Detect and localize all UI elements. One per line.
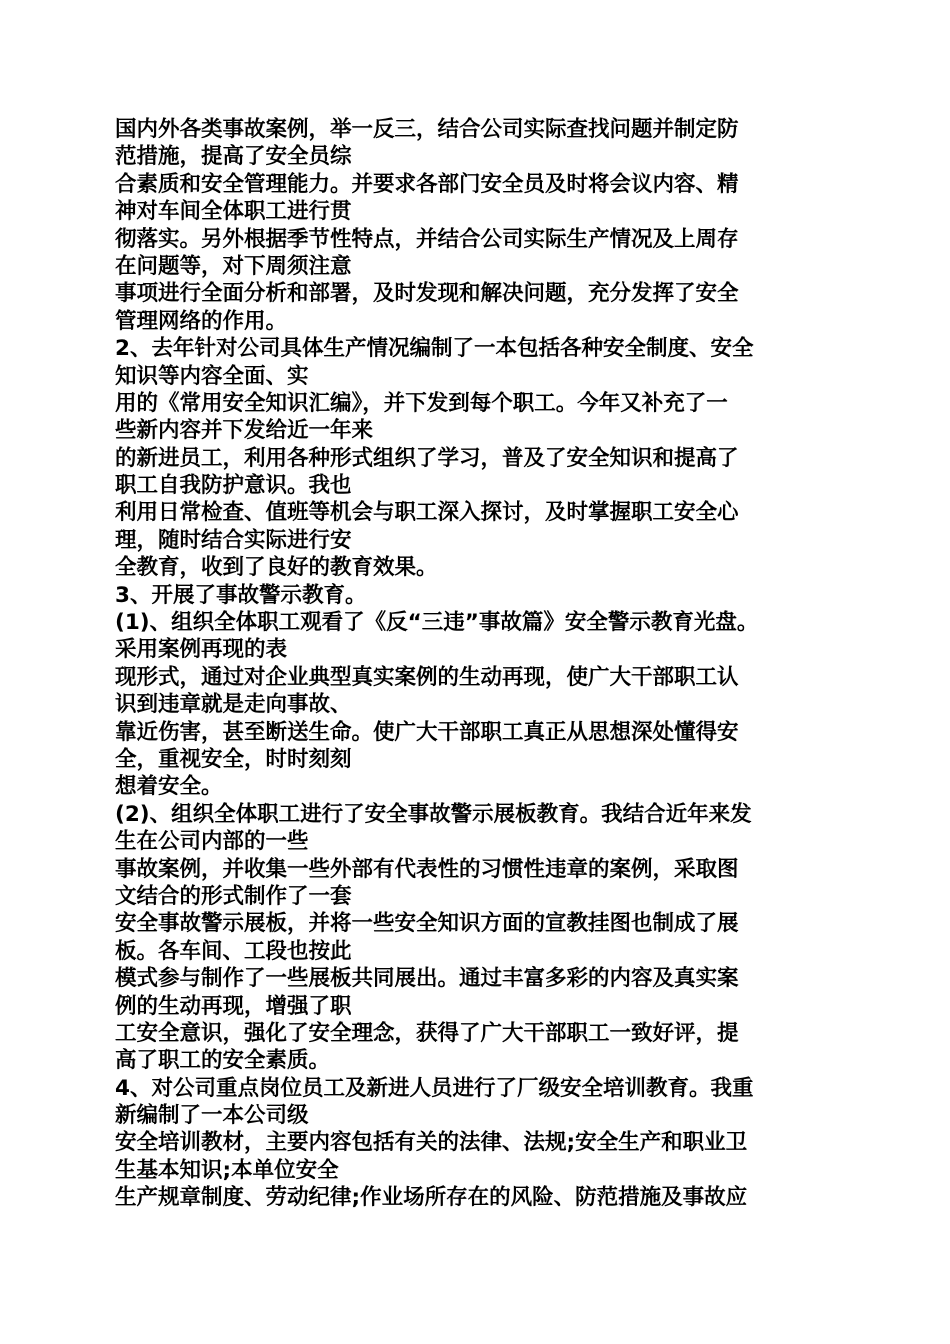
document-body [115,116,835,1212]
text-line: 用的《常用安全知识汇编》，并下发到每个职工。今年又补充了一 [115,390,728,416]
text-line: 3、开展了事故警示教育。 [115,582,367,608]
text-line: 神对车间全体职工进行贯 [115,199,352,225]
text-line: 模式参与制作了一些展板共同展出。通过丰富多彩的内容及真实案 [115,966,739,992]
text-line: 安全培训教材，主要内容包括有关的法律、法规;安全生产和职业卫 [115,1130,748,1156]
text-line: 职工自我防护意识。我也 [115,473,352,499]
text-line: 全，重视安全，时时刻刻 [115,746,352,772]
text-line: 国内外各类事故案例，举一反三，结合公司实际查找问题并制定防 [115,117,739,142]
text-line: 识到违章就是走向事故、 [115,692,352,718]
text-line: 现形式，通过对企业典型真实案例的生动再现，使广大干部职工认 [115,664,739,690]
text-line: 生在公司内部的一些 [115,829,309,855]
text-line: (2)、组织全体职工进行了安全事故警示展板教育。我结合近年来发 [115,801,752,827]
text-line: 事项进行全面分析和部署，及时发现和解决问题，充分发挥了安全 [115,281,739,307]
text-line: 安全事故警示展板，并将一些安全知识方面的宣教挂图也制成了展 [115,911,739,937]
text-line: 2、去年针对公司具体生产情况编制了一本包括各种安全制度、安全 [115,336,754,362]
text-line: 工安全意识，强化了安全理念，获得了广大干部职工一致好评，提 [115,1020,739,1046]
text-line: (1)、组织全体职工观看了《反“三违”事故篇》安全警示教育光盘。 [115,610,759,636]
text-line: 合素质和安全管理能力。并要求各部门安全员及时将会议内容、精 [115,171,739,197]
text-line: 生基本知识;本单位安全 [115,1157,339,1183]
text-line: 全教育，收到了良好的教育效果。 [115,555,438,581]
text-line: 靠近伤害，甚至断送生命。使广大干部职工真正从思想深处懂得安 [115,719,739,745]
text-line: 些新内容并下发给近一年来 [115,418,374,444]
text-line: 生产规章制度、劳动纪律;作业场所存在的风险、防范措施及事故应 [115,1185,748,1211]
text-line: 的新进员工，利用各种形式组织了学习，普及了安全知识和提高了 [115,445,739,471]
text-line: 利用日常检查、值班等机会与职工深入探讨，及时掌握职工安全心 [115,500,739,526]
text-line: 板。各车间、工段也按此 [115,938,352,964]
text-line: 在问题等，对下周须注意 [115,253,352,279]
text-line: 4、对公司重点岗位员工及新进人员进行了厂级安全培训教育。我重 [115,1075,754,1101]
text-line: 彻落实。另外根据季节性特点，并结合公司实际生产情况及上周存 [115,226,739,252]
text-line: 例的生动再现，增强了职 [115,993,352,1019]
text-line: 事故案例，并收集一些外部有代表性的习惯性违章的案例，采取图 [115,856,739,882]
text-line: 采用案例再现的表 [115,637,288,663]
text-line: 管理网络的作用。 [115,308,288,334]
text-line: 范措施，提高了安全员综 [115,144,352,170]
text-line: 新编制了一本公司级 [115,1103,309,1129]
text-line: 想着安全。 [115,774,223,800]
text-line: 文结合的形式制作了一套 [115,883,352,909]
text-line: 知识等内容全面、实 [115,363,309,389]
text-line: 高了职工的安全素质。 [115,1048,331,1074]
text-line: 理，随时结合实际进行安 [115,527,352,553]
